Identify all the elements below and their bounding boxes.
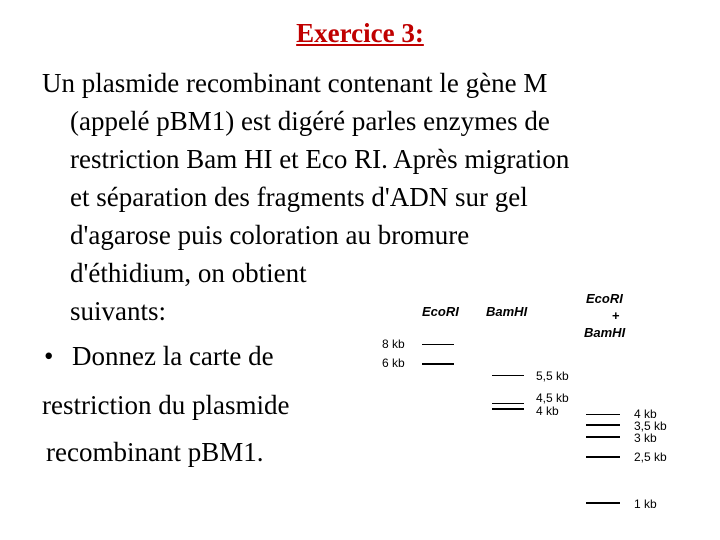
paragraph-line-5: d'agarose puis coloration au bromure	[70, 220, 470, 250]
band-label-3kb: 3 kb	[634, 431, 657, 445]
paragraph-line-2: (appelé pBM1) est digéré parles enzymes de	[70, 106, 550, 136]
bullet-symbol: •	[44, 341, 54, 371]
bullet-line-3: recombinant pBM1.	[46, 437, 264, 467]
paragraph-line-6: d'éthidium, on obtient	[70, 258, 307, 288]
exercise-title: Exercice 3:	[296, 18, 424, 48]
band-8kb	[422, 344, 454, 345]
band-label-2-5kb: 2,5 kb	[634, 450, 667, 464]
band-4kb-lane2	[492, 408, 524, 410]
band-label-1kb: 1 kb	[634, 497, 657, 511]
band-3kb	[586, 436, 620, 438]
band-label-5-5kb: 5,5 kb	[536, 369, 569, 383]
paragraph-line-7: suivants:	[70, 296, 167, 326]
band-5-5kb	[492, 375, 524, 376]
lane-header-bamhi-combined: BamHI	[584, 325, 626, 340]
lane-header-bamhi: BamHI	[486, 304, 528, 319]
lane-header-ecori-combined: EcoRI	[586, 291, 623, 306]
bullet-line-2: restriction du plasmide	[42, 390, 290, 420]
band-label-6kb: 6 kb	[382, 356, 405, 370]
band-label-3-5kb: 3,5 kb	[634, 419, 667, 433]
lane-header-ecori: EcoRI	[422, 304, 459, 319]
band-4kb-lane3	[586, 414, 620, 415]
bullet-line-1: Donnez la carte de	[72, 341, 274, 371]
band-label-4kb-lane2: 4 kb	[536, 404, 559, 418]
band-label-8kb: 8 kb	[382, 337, 405, 351]
lane-header-plus: +	[612, 308, 620, 323]
band-1kb	[586, 502, 620, 504]
band-label-4-5kb: 4,5 kb	[536, 391, 569, 405]
band-2-5kb	[586, 456, 620, 458]
band-3-5kb	[586, 424, 620, 426]
paragraph-line-4: et séparation des fragments d'ADN sur gel	[70, 182, 528, 212]
band-4-5kb	[492, 403, 524, 404]
band-6kb	[422, 363, 454, 365]
paragraph-line-3: restriction Bam HI et Eco RI. Après migration	[70, 144, 570, 174]
gel-electrophoresis-figure	[370, 286, 690, 516]
paragraph-line-1: Un plasmide recombinant contenant le gène M	[42, 68, 548, 98]
band-label-4kb-lane3: 4 kb	[634, 407, 657, 421]
